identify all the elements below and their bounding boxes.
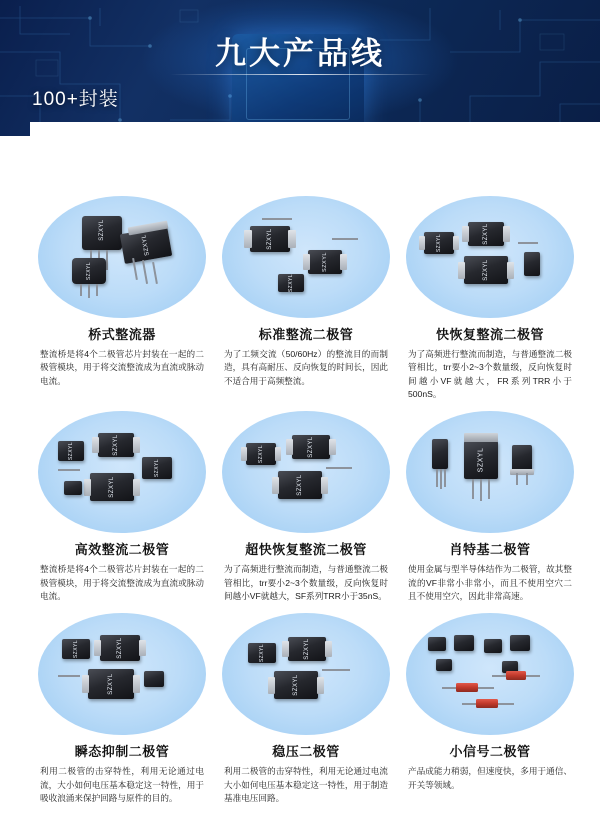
small-smd-body <box>428 637 446 651</box>
smd-package-body: SZXYL <box>308 250 342 274</box>
smd-package-body: SZXYL <box>288 637 326 661</box>
bridge-module-body: SZXYL <box>82 216 122 250</box>
product-description: 为了工频交流（50/60Hz）的整流目的而制造，具有高耐压、反向恢复的时间长，因此不适合用于高频整流。 <box>224 349 388 386</box>
title-divider <box>170 74 430 75</box>
small-smd-body <box>454 635 474 651</box>
product-description: 整流桥是将4个二极管芯片封装在一起的二极管模块，用于将交流整流成为直流或脉动电流。 <box>40 349 204 386</box>
product-card-tvs-diode[interactable] <box>30 613 214 805</box>
product-title: 小信号二极管 <box>449 744 531 760</box>
product-image-standard-rectifier <box>222 196 390 318</box>
left-edge-strip-white <box>0 136 30 833</box>
product-image-schottky-diode <box>406 411 574 533</box>
smd-package-body: SZXYL <box>292 435 330 459</box>
to252-lead <box>526 473 528 485</box>
smd-package-body: SZXYL <box>62 639 90 659</box>
to220-lead <box>480 479 482 501</box>
product-description: 为了高频进行整流而制造，与普通整流二极管相比，trr要小2~3个数量级，反向恢复时间越小VF就越大，FR系列TRR小于500nS。 <box>408 349 572 399</box>
to252-tab <box>510 469 534 475</box>
product-title: 桥式整流器 <box>88 327 156 342</box>
product-image-tvs-diode <box>38 613 206 735</box>
smd-pad <box>286 439 293 455</box>
smd-pad <box>419 236 425 250</box>
smd-pad <box>272 477 279 494</box>
product-title: 标准整流二极管 <box>258 327 354 342</box>
bridge-lead <box>106 250 108 270</box>
to220-body: SZXYL <box>464 441 498 479</box>
smd-pad <box>507 262 514 279</box>
smd-pad <box>282 641 289 657</box>
product-card-bridge-rectifier[interactable] <box>30 196 214 401</box>
smd-pad <box>340 254 347 270</box>
smd-package-body: SZXYL <box>98 433 134 457</box>
to252-body <box>512 445 532 471</box>
smd-pad <box>268 677 275 694</box>
smd-pad <box>92 437 99 453</box>
product-title: 快恢复整流二极管 <box>435 327 544 342</box>
axial-lead <box>332 238 358 240</box>
product-card-small-signal-diode[interactable] <box>398 613 582 805</box>
product-card-ultrafast-recovery-rectifier[interactable] <box>214 411 398 603</box>
smd-package-body: SZXYL <box>88 669 134 699</box>
small-smd-body <box>64 481 82 495</box>
product-description: 利用二极管的击穿特性，利用无论通过电流大小如何电压基本稳定这一特性，用于制造基准电压回路。 <box>224 766 388 803</box>
to252-lead <box>516 473 518 485</box>
axial-lead <box>58 675 80 677</box>
smd-package-body: SZXYL <box>248 643 276 663</box>
smd-pad <box>244 230 252 248</box>
axial-glass-diode <box>506 671 526 680</box>
smd-pad <box>82 675 89 693</box>
bridge-lead <box>152 262 157 284</box>
smd-package-body: SZXYL <box>424 232 454 254</box>
smd-pad <box>94 640 101 656</box>
axial-lead <box>322 669 350 671</box>
smd-pad <box>84 479 91 496</box>
smd-package-body: SZXYL <box>100 635 140 661</box>
product-card-schottky-diode[interactable] <box>398 411 582 603</box>
smd-package-body: SZXYL <box>464 256 508 284</box>
smd-pad <box>503 226 510 242</box>
bridge-lead <box>88 284 90 298</box>
bridge-flat-body: SZXYL <box>120 226 172 264</box>
smd-pad <box>462 226 469 242</box>
smd-pad <box>133 479 140 496</box>
product-description: 为了高频进行整流而制造，与普通整流二极管相比，trr要小2~3个数量级，反向恢复时间越小VF就越大，SF系列TRR小于35nS。 <box>224 564 388 601</box>
small-smd-body <box>144 671 164 687</box>
product-image-high-efficiency-rectifier <box>38 411 206 533</box>
to92-lead <box>440 469 442 489</box>
smd-pad <box>288 230 296 248</box>
smd-pad <box>139 640 146 656</box>
product-title: 高效整流二极管 <box>74 542 170 558</box>
smd-pad <box>133 675 140 693</box>
smd-package-body: SZXYL <box>250 226 290 252</box>
smd-pad <box>453 236 459 250</box>
page-title: 九大产品线 <box>215 36 385 71</box>
bridge-lead <box>80 284 82 296</box>
product-card-standard-rectifier[interactable] <box>214 196 398 401</box>
product-description: 产品成能力稍弱，但速度快，多用于通信、开关等领域。 <box>408 766 572 790</box>
smd-package-body: SZXYL <box>90 473 134 501</box>
smd-package-body: SZXYL <box>278 471 322 499</box>
product-title: 稳压二极管 <box>272 744 340 760</box>
bridge-small-body: SZXYL <box>72 258 106 284</box>
axial-glass-diode <box>456 683 478 692</box>
small-smd-body <box>510 635 530 651</box>
product-title: 肖特基二极管 <box>449 542 531 558</box>
product-image-zener-diode <box>222 613 390 735</box>
smd-package-body: SZXYL <box>468 222 504 246</box>
smd-pad <box>241 447 247 461</box>
product-image-bridge-rectifier <box>38 196 206 318</box>
small-smd-body <box>436 659 452 671</box>
product-grid <box>30 196 582 815</box>
to92-body <box>432 439 448 469</box>
smd-pad <box>329 439 336 455</box>
product-description: 利用二极管的击穿特性，利用无论通过电流，大小如何电压基本稳定这一特性，用于吸收浪涌来保护回路与原件的目的。 <box>40 766 204 803</box>
small-smd-body <box>524 252 540 276</box>
header-white-band <box>30 122 600 136</box>
poster-header <box>0 0 600 136</box>
axial-lead <box>262 218 292 220</box>
axial-lead <box>518 242 538 244</box>
package-count-label: 100+封装 <box>32 89 119 110</box>
smd-package-body: SZXYL <box>274 671 318 699</box>
product-card-high-efficiency-rectifier[interactable] <box>30 411 214 603</box>
smd-pad <box>275 447 281 461</box>
axial-lead <box>326 467 352 469</box>
smd-package-body: SZXYL <box>142 457 172 479</box>
product-image-ultrafast-recovery-rectifier <box>222 411 390 533</box>
axial-lead <box>58 469 80 471</box>
to92-lead <box>444 469 446 487</box>
smd-package-body: SZXYL <box>278 274 304 292</box>
product-title: 瞬态抑制二极管 <box>74 744 170 760</box>
smd-pad <box>458 262 465 279</box>
smd-package-body: SZXYL <box>58 441 84 461</box>
smd-pad <box>133 437 140 453</box>
bridge-lead <box>96 284 98 296</box>
smd-pad <box>303 254 310 270</box>
smd-pad <box>321 477 328 494</box>
product-card-fast-recovery-rectifier[interactable] <box>398 196 582 401</box>
to220-tab <box>464 433 498 442</box>
to220-lead <box>488 479 490 499</box>
product-card-zener-diode[interactable] <box>214 613 398 805</box>
to92-lead <box>436 469 438 487</box>
smd-package-body: SZXYL <box>246 443 276 465</box>
product-description: 使用金属与型半导体结作为二极管，故其整流的VF非常小非常小，而且不使用空穴二且不使用空穴，因此非常高速。 <box>408 564 572 601</box>
product-title: 超快恢复整流二极管 <box>245 542 367 558</box>
product-image-small-signal-diode <box>406 613 574 735</box>
axial-glass-diode <box>476 699 498 708</box>
smd-pad <box>325 641 332 657</box>
product-image-fast-recovery-rectifier <box>406 196 574 318</box>
product-description: 整流桥是将4个二极管芯片封装在一起的二极管模块，用于将交流整流成为直流或脉动电流。 <box>40 564 204 601</box>
smd-pad <box>317 677 324 694</box>
to220-lead <box>472 479 474 499</box>
small-smd-body <box>484 639 502 653</box>
